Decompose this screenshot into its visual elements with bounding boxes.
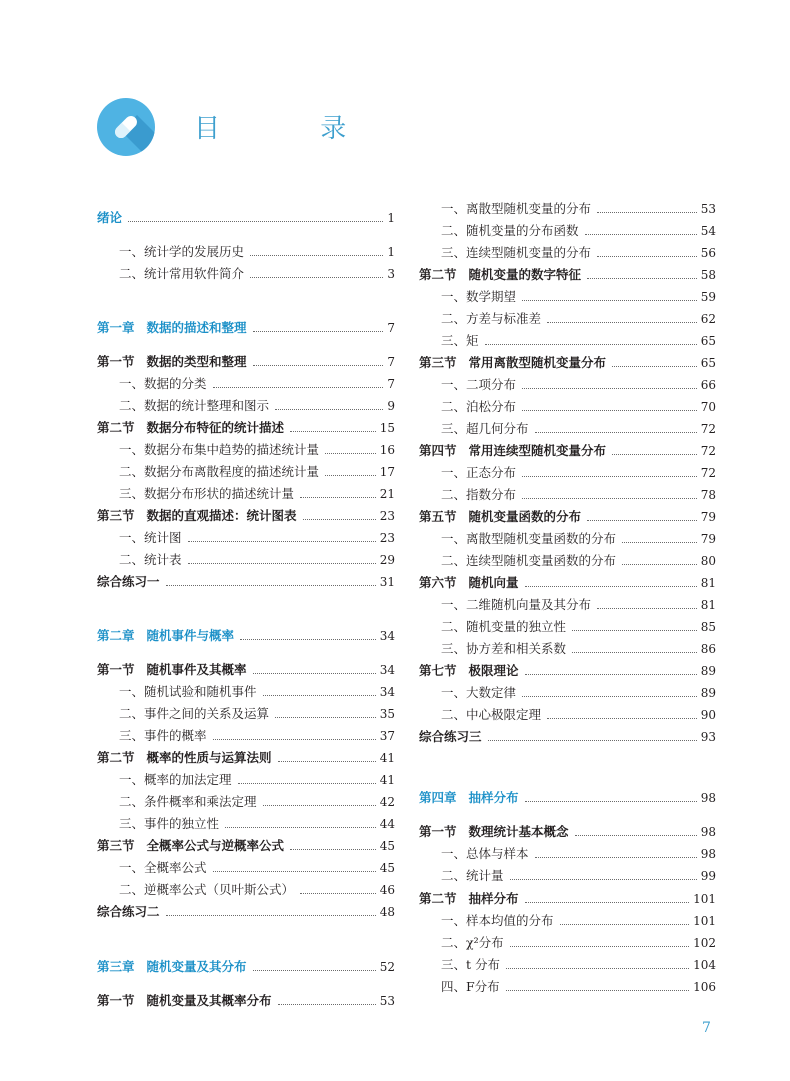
dot-leader: [275, 409, 383, 410]
toc-entry-page: 81: [700, 598, 716, 612]
toc-entry-chapter[interactable]: [97, 957, 395, 977]
toc-entry-label: 绪论: [97, 210, 123, 225]
toc-entry-label: 二、事件之间的关系及运算: [119, 706, 270, 721]
dot-leader: [166, 915, 376, 916]
toc-entry-item[interactable]: [419, 705, 716, 725]
toc-entry-section[interactable]: [419, 507, 716, 527]
toc-entry-label: 第四节 常用连续型随机变量分布: [419, 443, 607, 458]
toc-entry-item[interactable]: [419, 529, 716, 549]
pill-icon: [97, 98, 155, 156]
toc-entry-label: 第七节 极限理论: [419, 663, 519, 678]
toc-entry-label: 三、协方差和相关系数: [441, 641, 567, 656]
toc-entry-page: 16: [379, 443, 395, 457]
dot-leader: [253, 970, 376, 971]
toc-entry-page: 62: [700, 312, 716, 326]
toc-entry-label: 二、中心极限定理: [441, 707, 542, 722]
dot-leader: [240, 639, 376, 640]
toc-entry-item[interactable]: [97, 440, 395, 460]
dot-leader: [213, 871, 376, 872]
dot-leader: [547, 718, 697, 719]
dot-leader: [575, 835, 697, 836]
dot-leader: [250, 255, 383, 256]
toc-entry-page: 93: [700, 730, 716, 744]
toc-entry-page: 89: [700, 664, 716, 678]
dot-leader: [525, 586, 697, 587]
toc-entry-label: 一、概率的加法定理: [119, 772, 232, 787]
toc-entry-label: 二、统计量: [441, 868, 504, 883]
toc-entry-item[interactable]: [97, 682, 395, 702]
toc-entry-label: 第四章 抽样分布: [419, 790, 519, 805]
toc-entry-item[interactable]: [419, 977, 716, 997]
toc-entry-page: 104: [693, 958, 716, 972]
toc-entry-page: 29: [379, 553, 395, 567]
toc-entry-label: 二、数据的统计整理和图示: [119, 398, 270, 413]
toc-entry-label: 第一节 数理统计基本概念: [419, 824, 569, 839]
toc-entry-section[interactable]: [97, 352, 395, 372]
toc-entry-page: 72: [700, 466, 716, 480]
toc-entry-label: 一、样本均值的分布: [441, 913, 554, 928]
toc-entry-label: 综合练习二: [97, 904, 160, 919]
toc-entry-label: 第一节 随机事件及其概率: [97, 662, 247, 677]
toc-entry-item[interactable]: [97, 770, 395, 790]
toc-entry-page: 34: [379, 629, 395, 643]
toc-entry-label: 综合练习三: [419, 729, 482, 744]
toc-entry-label: 一、离散型随机变量函数的分布: [441, 531, 617, 546]
toc-entry-page: 46: [379, 883, 395, 897]
toc-entry-label: 二、连续型随机变量函数的分布: [441, 553, 617, 568]
toc-entry-page: 34: [379, 663, 395, 677]
toc-entry-page: 72: [700, 422, 716, 436]
dot-leader: [300, 497, 376, 498]
toc-entry-label: 第三节 数据的直观描述：统计图表: [97, 508, 297, 523]
toc-entry-item[interactable]: [97, 550, 395, 570]
toc-entry-label: 三、数据分布形状的描述统计量: [119, 486, 295, 501]
dot-leader: [510, 879, 697, 880]
toc-entry-label: 第三节 常用离散型随机变量分布: [419, 355, 607, 370]
dot-leader: [535, 432, 697, 433]
toc-entry-label: 第二节 数据分布特征的统计描述: [97, 420, 285, 435]
toc-entry-label: 四、F分布: [441, 979, 500, 994]
toc-entry-item[interactable]: [419, 595, 716, 615]
toc-entry-page: 78: [700, 488, 716, 502]
toc-entry-section[interactable]: [419, 441, 716, 461]
dot-leader: [263, 805, 376, 806]
toc-entry-item[interactable]: [419, 683, 716, 703]
dot-leader: [290, 431, 376, 432]
dot-leader: [485, 344, 697, 345]
toc-entry-label: 二、条件概率和乘法定理: [119, 794, 257, 809]
toc-entry-section[interactable]: [97, 506, 395, 526]
dot-leader: [275, 717, 376, 718]
page-number: 7: [702, 1020, 711, 1036]
toc-entry-label: 一、二项分布: [441, 377, 517, 392]
toc-entry-label: 三、事件的概率: [119, 728, 207, 743]
toc-entry-page: 1: [387, 245, 395, 259]
toc-entry-item[interactable]: [97, 814, 395, 834]
toc-entry-item[interactable]: [419, 933, 716, 953]
toc-entry-page: 42: [379, 795, 395, 809]
dot-leader: [522, 498, 697, 499]
toc-entry-item[interactable]: [419, 639, 716, 659]
dot-leader: [525, 674, 697, 675]
toc-entry-page: 79: [700, 510, 716, 524]
toc-entry-page: 54: [700, 224, 716, 238]
toc-entry-page: 85: [700, 620, 716, 634]
toc-entry-page: 7: [387, 321, 395, 335]
toc-entry-page: 70: [700, 400, 716, 414]
toc-entry-item[interactable]: [419, 485, 716, 505]
toc-entry-label: 一、大数定律: [441, 685, 517, 700]
toc-entry-page: 1: [387, 211, 395, 225]
dot-leader: [622, 564, 697, 565]
toc-entry-label: 一、二维随机向量及其分布: [441, 597, 592, 612]
dot-leader: [510, 946, 690, 947]
dot-leader: [597, 256, 697, 257]
toc-entry-page: 31: [379, 575, 395, 589]
toc-entry-section[interactable]: [97, 660, 395, 680]
toc-entry-item[interactable]: [97, 462, 395, 482]
dot-leader: [213, 387, 384, 388]
toc-entry-item[interactable]: [97, 528, 395, 548]
toc-entry-exercise[interactable]: [419, 727, 716, 747]
toc-entry-chapter[interactable]: [419, 788, 716, 808]
toc-entry-label: 一、数据分布集中趋势的描述统计量: [119, 442, 320, 457]
toc-entry-label: 第一节 数据的类型和整理: [97, 354, 247, 369]
toc-entry-label: 三、矩: [441, 333, 479, 348]
dot-leader: [522, 300, 697, 301]
toc-entry-item[interactable]: [419, 331, 716, 351]
toc-entry-page: 23: [379, 509, 395, 523]
toc-entry-page: 98: [700, 791, 716, 805]
toc-entry-label: 一、离散型随机变量的分布: [441, 201, 592, 216]
dot-leader: [188, 541, 376, 542]
dot-leader: [488, 740, 697, 741]
toc-entry-label: 三、超几何分布: [441, 421, 529, 436]
toc-entry-label: 三、t 分布: [441, 957, 500, 972]
dot-leader: [587, 520, 697, 521]
toc-entry-page: 34: [379, 685, 395, 699]
toc-entry-item[interactable]: [419, 375, 716, 395]
toc-entry-item[interactable]: [419, 551, 716, 571]
toc-entry-page: 66: [700, 378, 716, 392]
toc-entry-label: 二、随机变量的分布函数: [441, 223, 579, 238]
dot-leader: [128, 221, 383, 222]
toc-entry-page: 44: [379, 817, 395, 831]
toc-entry-label: 三、事件的独立性: [119, 816, 220, 831]
toc-entry-page: 48: [379, 905, 395, 919]
toc-entry-label: 一、统计图: [119, 530, 182, 545]
toc-entry-page: 56: [700, 246, 716, 260]
toc-entry-page: 106: [693, 980, 716, 994]
dot-leader: [612, 454, 697, 455]
toc-entry-label: 一、正态分布: [441, 465, 517, 480]
toc-entry-page: 45: [379, 839, 395, 853]
toc-entry-label: 二、随机变量的独立性: [441, 619, 567, 634]
toc-entry-item[interactable]: [97, 484, 395, 504]
toc-entry-page: 52: [379, 960, 395, 974]
toc-entry-page: 41: [379, 773, 395, 787]
toc-entry-section[interactable]: [419, 265, 716, 285]
toc-entry-item[interactable]: [419, 955, 716, 975]
dot-leader: [597, 212, 697, 213]
toc-entry-section[interactable]: [419, 822, 716, 842]
toc-entry-item[interactable]: [97, 264, 395, 284]
toc-entry-page: 58: [700, 268, 716, 282]
toc-entry-label: 第一节 随机变量及其概率分布: [97, 993, 272, 1008]
toc-entry-page: 59: [700, 290, 716, 304]
toc-entry-item[interactable]: [419, 617, 716, 637]
toc-entry-label: 第五节 随机变量函数的分布: [419, 509, 582, 524]
toc-entry-label: 第二节 抽样分布: [419, 891, 519, 906]
toc-entry-page: 65: [700, 334, 716, 348]
toc-entry-section[interactable]: [419, 661, 716, 681]
toc-entry-section[interactable]: [97, 418, 395, 438]
toc-entry-label: 二、泊松分布: [441, 399, 517, 414]
toc-entry-page: 90: [700, 708, 716, 722]
toc-entry-section[interactable]: [419, 573, 716, 593]
toc-entry-page: 53: [700, 202, 716, 216]
toc-entry-item[interactable]: [97, 242, 395, 262]
dot-leader: [547, 322, 697, 323]
dot-leader: [166, 585, 376, 586]
dot-leader: [188, 563, 376, 564]
dot-leader: [572, 630, 697, 631]
dot-leader: [560, 924, 690, 925]
toc-entry-page: 101: [693, 914, 716, 928]
toc-entry-item[interactable]: [419, 199, 716, 219]
dot-leader: [612, 366, 697, 367]
toc-entry-label: 第二节 概率的性质与运算法则: [97, 750, 272, 765]
toc-entry-label: 一、全概率公式: [119, 860, 207, 875]
toc-entry-chapter[interactable]: [97, 318, 395, 338]
dot-leader: [535, 857, 697, 858]
dot-leader: [300, 893, 376, 894]
toc-entry-page: 37: [379, 729, 395, 743]
dot-leader: [585, 234, 697, 235]
toc-entry-item[interactable]: [97, 792, 395, 812]
toc-entry-page: 21: [379, 487, 395, 501]
toc-entry-label: 三、连续型随机变量的分布: [441, 245, 592, 260]
toc-entry-page: 98: [700, 825, 716, 839]
dot-leader: [253, 673, 376, 674]
toc-entry-label: 第二节 随机变量的数字特征: [419, 267, 582, 282]
toc-entry-page: 3: [387, 267, 395, 281]
toc-entry-page: 80: [700, 554, 716, 568]
dot-leader: [290, 849, 376, 850]
dot-leader: [525, 801, 697, 802]
toc-entry-item[interactable]: [419, 911, 716, 931]
dot-leader: [622, 542, 697, 543]
toc-entry-page: 41: [379, 751, 395, 765]
dot-leader: [238, 783, 376, 784]
dot-leader: [325, 475, 376, 476]
toc-entry-label: 二、统计表: [119, 552, 182, 567]
dot-leader: [522, 388, 697, 389]
toc-entry-page: 86: [700, 642, 716, 656]
toc-entry-label: 一、总体与样本: [441, 846, 529, 861]
toc-entry-item[interactable]: [97, 726, 395, 746]
toc-entry-label: 二、数据分布离散程度的描述统计量: [119, 464, 320, 479]
toc-entry-page: 98: [700, 847, 716, 861]
toc-entry-label: 第一章 数据的描述和整理: [97, 320, 247, 335]
toc-entry-label: 一、随机试验和随机事件: [119, 684, 257, 699]
toc-entry-label: 综合练习一: [97, 574, 160, 589]
dot-leader: [522, 696, 697, 697]
dot-leader: [278, 761, 376, 762]
toc-entry-item[interactable]: [419, 243, 716, 263]
dot-leader: [506, 968, 689, 969]
dot-leader: [597, 608, 697, 609]
toc-entry-section[interactable]: [97, 836, 395, 856]
dot-leader: [303, 519, 376, 520]
toc-entry-section[interactable]: [97, 748, 395, 768]
toc-entry-page: 81: [700, 576, 716, 590]
toc-entry-label: 第三节 全概率公式与逆概率公式: [97, 838, 285, 853]
toc-entry-item[interactable]: [419, 309, 716, 329]
toc-entry-item[interactable]: [97, 374, 395, 394]
dot-leader: [253, 365, 384, 366]
toc-entry-page: 65: [700, 356, 716, 370]
toc-entry-label: 一、数据的分类: [119, 376, 207, 391]
toc-entry-page: 102: [693, 936, 716, 950]
toc-entry-item[interactable]: [419, 221, 716, 241]
toc-entry-item[interactable]: [419, 866, 716, 886]
dot-leader: [522, 410, 697, 411]
dot-leader: [522, 476, 697, 477]
toc-entry-page: 9: [387, 399, 395, 413]
toc-entry-page: 35: [379, 707, 395, 721]
toc-entry-page: 7: [387, 355, 395, 369]
dot-leader: [263, 695, 376, 696]
toc-entry-item[interactable]: [97, 880, 395, 900]
toc-entry-item[interactable]: [419, 419, 716, 439]
toc-entry-label: 第三章 随机变量及其分布: [97, 959, 247, 974]
dot-leader: [325, 453, 376, 454]
toc-entry-label: 二、逆概率公式（贝叶斯公式）: [119, 882, 295, 897]
toc-entry-page: 72: [700, 444, 716, 458]
dot-leader: [525, 902, 690, 903]
toc-entry-intro[interactable]: [97, 208, 395, 228]
toc-entry-label: 二、方差与标准差: [441, 311, 542, 326]
toc-entry-label: 一、统计学的发展历史: [119, 244, 245, 259]
toc-entry-item[interactable]: [419, 287, 716, 307]
dot-leader: [250, 277, 383, 278]
toc-entry-page: 89: [700, 686, 716, 700]
dot-leader: [253, 331, 384, 332]
dot-leader: [278, 1004, 376, 1005]
dot-leader: [225, 827, 376, 828]
toc-entry-page: 79: [700, 532, 716, 546]
toc-entry-label: 第二章 随机事件与概率: [97, 628, 235, 643]
toc-entry-label: 一、数学期望: [441, 289, 517, 304]
toc-entry-label: 二、χ²分布: [441, 935, 504, 950]
toc-entry-item[interactable]: [419, 463, 716, 483]
toc-entry-label: 二、统计常用软件简介: [119, 266, 245, 281]
toc-entry-section[interactable]: [419, 353, 716, 373]
toc-title: 目 录: [194, 114, 393, 144]
toc-entry-page: 23: [379, 531, 395, 545]
toc-entry-page: 101: [693, 892, 716, 906]
toc-entry-section[interactable]: [97, 991, 395, 1011]
dot-leader: [587, 278, 697, 279]
dot-leader: [213, 739, 376, 740]
toc-entry-item[interactable]: [97, 858, 395, 878]
toc-entry-page: 45: [379, 861, 395, 875]
toc-entry-section[interactable]: [419, 889, 716, 909]
dot-leader: [506, 990, 689, 991]
toc-entry-exercise[interactable]: [97, 902, 395, 922]
toc-entry-page: 7: [387, 377, 395, 391]
toc-entry-item[interactable]: [419, 844, 716, 864]
toc-entry-exercise[interactable]: [97, 572, 395, 592]
toc-entry-page: 53: [379, 994, 395, 1008]
toc-entry-label: 二、指数分布: [441, 487, 517, 502]
toc-entry-label: 第六节 随机向量: [419, 575, 519, 590]
dot-leader: [572, 652, 697, 653]
toc-entry-item[interactable]: [97, 704, 395, 724]
toc-entry-page: 17: [379, 465, 395, 479]
toc-entry-page: 99: [700, 869, 716, 883]
toc-entry-chapter[interactable]: [97, 626, 395, 646]
toc-entry-page: 15: [379, 421, 395, 435]
toc-entry-item[interactable]: [97, 396, 395, 416]
toc-entry-item[interactable]: [419, 397, 716, 417]
